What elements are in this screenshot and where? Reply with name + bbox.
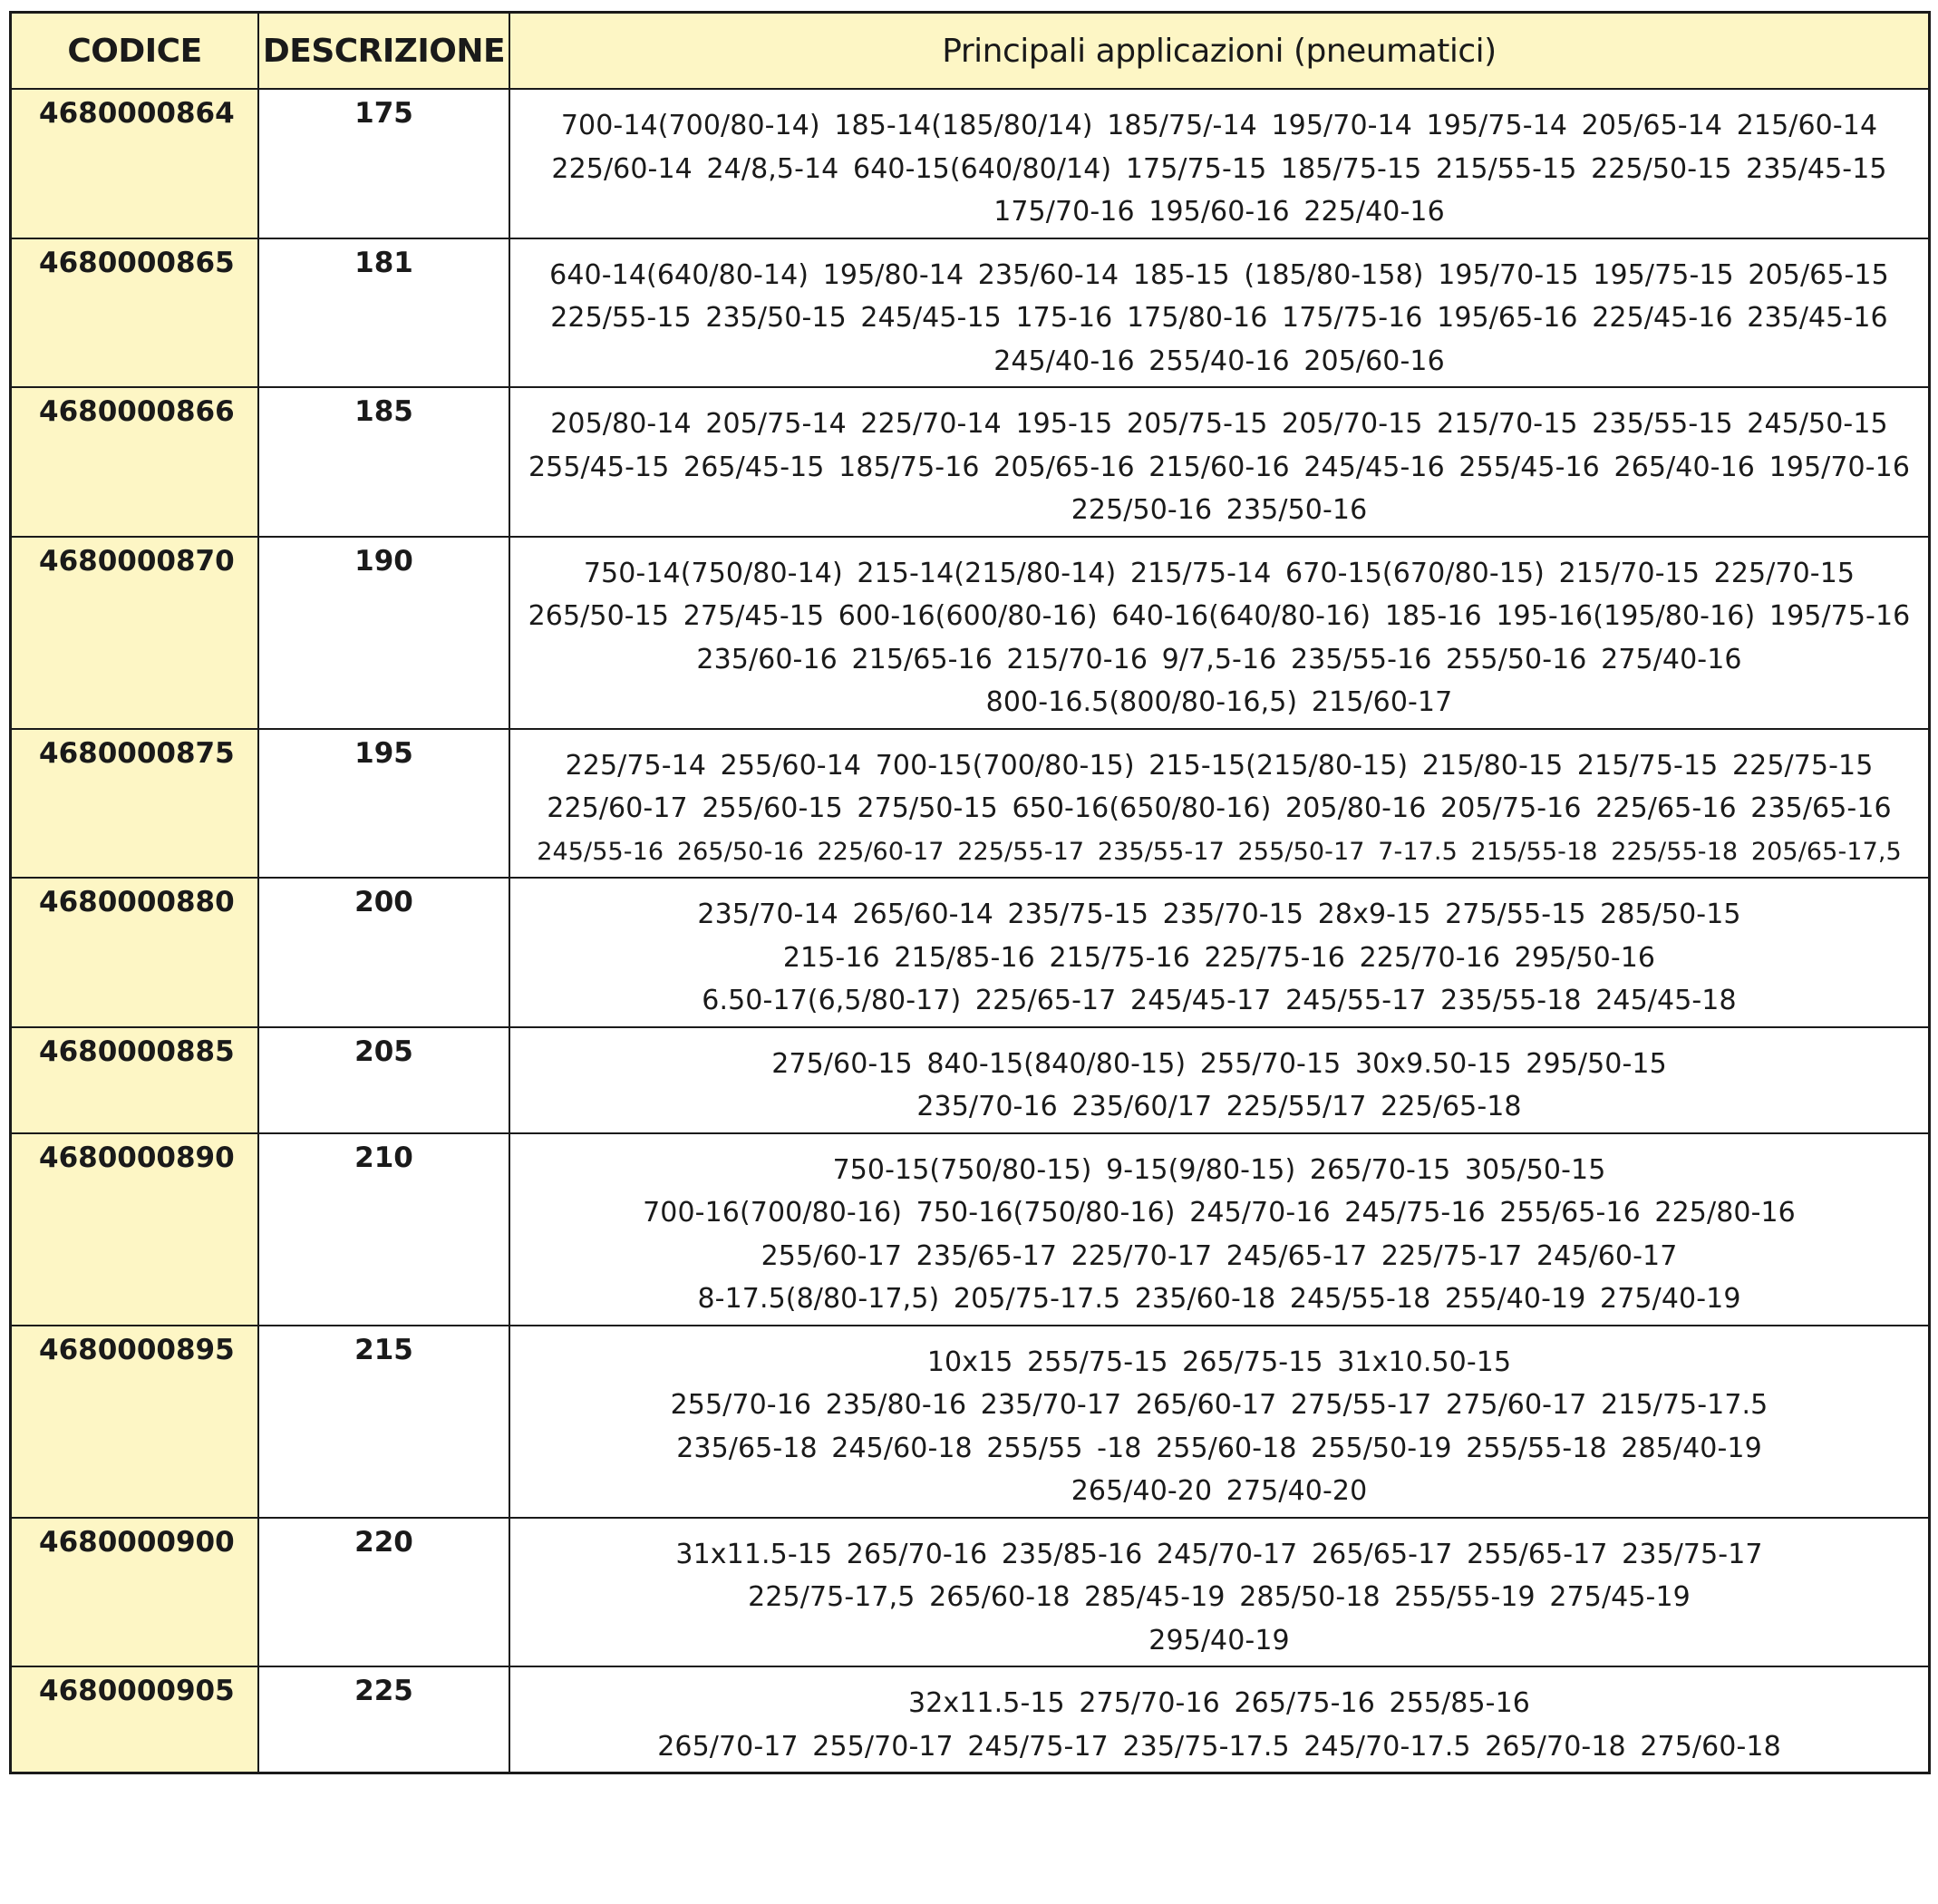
application-line: 225/55-15 235/50-15 245/45-15 175-16 175/80-16 175/75-16 195/65-16 225/45-16 235/45-16: [550, 302, 1888, 334]
application-line: 205/80-14 205/75-14 225/70-14 195-15 205/75-15 205/70-15 215/70-15 235/55-15 245/50-15: [550, 408, 1888, 440]
application-line: 750-14(750/80-14) 215-14(215/80-14) 215/75-14 670-15(670/80-15) 215/70-15 225/70-15: [583, 557, 1856, 589]
table-row: [12, 1326, 1928, 1518]
header-applications: Principali applicazioni (pneumatici): [509, 14, 1928, 89]
application-line: 275/60-15 840-15(840/80-15) 255/70-15 30x9.50-15 295/50-15: [771, 1047, 1667, 1080]
row-applications: [509, 878, 1928, 1027]
row-code: 4680000890: [12, 1133, 258, 1326]
application-line: 800-16.5(800/80-16,5) 215/60-17: [985, 686, 1453, 718]
row-applications: [509, 1133, 1928, 1326]
table-row: [12, 1027, 1928, 1133]
application-line: 31x11.5-15 265/70-16 235/85-16 245/70-17 265/65-17 255/65-17 235/75-17: [675, 1538, 1763, 1570]
table-row: [12, 878, 1928, 1027]
row-code: 4680000865: [12, 238, 258, 388]
application-line: 235/70-16 235/60/17 225/55/17 225/65-18: [916, 1091, 1522, 1122]
row-description: 195: [258, 729, 509, 879]
application-line: 750-15(750/80-15) 9-15(9/80-15) 265/70-15 305/50-15: [832, 1153, 1606, 1186]
row-description: 220: [258, 1518, 509, 1667]
application-line: 32x11.5-15 275/70-16 265/75-16 255/85-16: [908, 1687, 1530, 1719]
application-line: 235/60-16 215/65-16 215/70-16 9/7,5-16 235/55-16 255/50-16 275/40-16: [696, 643, 1742, 675]
row-description: 175: [258, 89, 509, 238]
table-row: [12, 387, 1928, 537]
application-line: 175/70-16 195/60-16 225/40-16: [993, 196, 1445, 228]
application-line: 255/45-15 265/45-15 185/75-16 205/65-16 215/60-16 245/45-16 255/45-16 265/40-16 195/70-16: [528, 451, 1911, 483]
row-code: 4680000866: [12, 387, 258, 537]
row-description: 205: [258, 1027, 509, 1133]
product-table: [12, 14, 1928, 1772]
table-row: [12, 89, 1928, 238]
row-description: 210: [258, 1133, 509, 1326]
row-description: 185: [258, 387, 509, 537]
table-row: [12, 1518, 1928, 1667]
row-code: 4680000864: [12, 89, 258, 238]
row-applications: [509, 238, 1928, 388]
application-line: 700-14(700/80-14) 185-14(185/80/14) 185/75/-14 195/70-14 195/75-14 205/65-14 215/60-14: [560, 110, 1878, 141]
application-line: 10x15 255/75-15 265/75-15 31x10.50-15: [926, 1345, 1512, 1378]
application-line: 245/55-16 265/50-16 225/60-17 225/55-17 235/55-17 255/50-17 7-17.5 215/55-18 225/55-18 205/65-17,5: [537, 837, 1902, 866]
row-code: 4680000900: [12, 1518, 258, 1667]
row-applications: [509, 537, 1928, 729]
tire-applications-table: [9, 11, 1931, 1774]
application-line: 265/70-17 255/70-17 245/75-17 235/75-17.5 245/70-17.5 265/70-18 275/60-18: [657, 1730, 1781, 1763]
table-row: [12, 1666, 1928, 1772]
row-applications: [509, 1027, 1928, 1133]
header-description: DESCRIZIONE: [258, 14, 509, 89]
row-applications: [509, 89, 1928, 238]
row-description: 215: [258, 1326, 509, 1518]
row-applications: [509, 729, 1928, 879]
table-row: [12, 537, 1928, 729]
application-line: 225/60-14 24/8,5-14 640-15(640/80/14) 175/75-15 185/75-15 215/55-15 225/50-15 235/45-15: [551, 152, 1887, 185]
application-line: 8-17.5(8/80-17,5) 205/75-17.5 235/60-18 245/55-18 255/40-19 275/40-19: [697, 1283, 1741, 1315]
row-code: 4680000870: [12, 537, 258, 729]
application-line: 225/50-16 235/50-16: [1071, 494, 1368, 526]
application-line: 255/60-17 235/65-17 225/70-17 245/65-17 225/75-17 245/60-17: [761, 1239, 1678, 1272]
row-applications: [509, 1326, 1928, 1518]
table-row: [12, 238, 1928, 388]
application-line: 225/75-14 255/60-14 700-15(700/80-15) 215-15(215/80-15) 215/80-15 215/75-15 225/75-15: [565, 749, 1874, 782]
application-line: 255/70-16 235/80-16 235/70-17 265/60-17 275/55-17 275/60-17 215/75-17.5: [670, 1389, 1768, 1421]
row-description: 190: [258, 537, 509, 729]
application-line: 295/40-19: [1148, 1624, 1290, 1656]
table-row: [12, 1133, 1928, 1326]
row-code: 4680000875: [12, 729, 258, 879]
row-code: 4680000905: [12, 1666, 258, 1772]
table-body: [12, 89, 1928, 1772]
application-line: 6.50-17(6,5/80-17) 225/65-17 245/45-17 245/55-17 235/55-18 245/45-18: [702, 985, 1737, 1016]
application-line: 265/40-20 275/40-20: [1071, 1475, 1368, 1507]
row-code: 4680000895: [12, 1326, 258, 1518]
application-line: 235/65-18 245/60-18 255/55 -18 255/60-18 255/50-19 255/55-18 285/40-19: [676, 1432, 1762, 1464]
header-row: [12, 14, 1928, 89]
row-code: 4680000880: [12, 878, 258, 1027]
row-applications: [509, 1666, 1928, 1772]
row-description: 225: [258, 1666, 509, 1772]
application-line: 245/40-16 255/40-16 205/60-16: [993, 345, 1445, 377]
row-description: 181: [258, 238, 509, 388]
row-applications: [509, 1518, 1928, 1667]
application-line: 640-14(640/80-14) 195/80-14 235/60-14 185-15 (185/80-158) 195/70-15 195/75-15 205/65-15: [549, 258, 1889, 291]
row-code: 4680000885: [12, 1027, 258, 1133]
row-description: 200: [258, 878, 509, 1027]
application-line: 225/60-17 255/60-15 275/50-15 650-16(650/80-16) 205/80-16 205/75-16 225/65-16 235/65-16: [547, 792, 1892, 824]
application-line: 225/75-17,5 265/60-18 285/45-19 285/50-18 255/55-19 275/45-19: [748, 1581, 1691, 1613]
application-line: 700-16(700/80-16) 750-16(750/80-16) 245/70-16 245/75-16 255/65-16 225/80-16: [643, 1197, 1796, 1229]
row-applications: [509, 387, 1928, 537]
application-line: 265/50-15 275/45-15 600-16(600/80-16) 640-16(640/80-16) 185-16 195-16(195/80-16) 195/75-16: [528, 600, 1911, 632]
application-line: 215-16 215/85-16 215/75-16 225/75-16 225/70-16 295/50-16: [782, 941, 1656, 974]
table-row: [12, 729, 1928, 879]
application-line: 235/70-14 265/60-14 235/75-15 235/70-15 28x9-15 275/55-15 285/50-15: [697, 899, 1741, 930]
header-code: CODICE: [12, 14, 258, 89]
